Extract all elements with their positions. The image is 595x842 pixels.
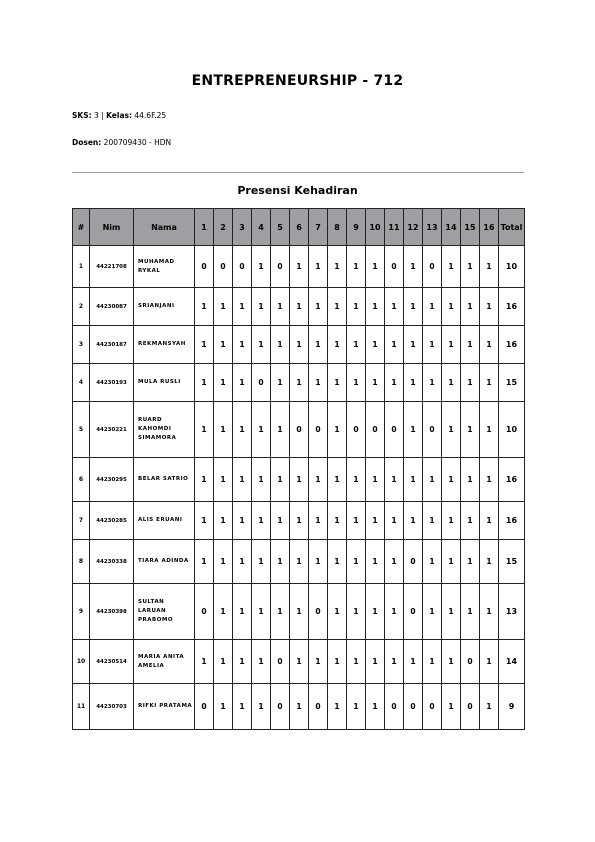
attendance-total: 10 xyxy=(499,246,525,288)
row-number: 3 xyxy=(73,326,90,364)
attendance-mark: 1 xyxy=(366,640,385,684)
attendance-mark: 1 xyxy=(271,584,290,640)
attendance-mark: 1 xyxy=(195,288,214,326)
attendance-mark: 1 xyxy=(480,502,499,540)
column-header: 7 xyxy=(309,209,328,246)
row-number: 1 xyxy=(73,246,90,288)
section-title: Presensi Kehadiran xyxy=(237,184,358,197)
attendance-mark: 1 xyxy=(347,364,366,402)
attendance-mark: 1 xyxy=(233,640,252,684)
attendance-mark: 1 xyxy=(347,684,366,730)
attendance-mark: 0 xyxy=(290,402,309,458)
attendance-mark: 0 xyxy=(385,246,404,288)
student-name: REKMANSYAH xyxy=(134,326,195,364)
kelas-label: Kelas: xyxy=(106,111,132,120)
attendance-mark: 1 xyxy=(461,364,480,402)
attendance-mark: 1 xyxy=(252,326,271,364)
attendance-mark: 1 xyxy=(480,684,499,730)
attendance-mark: 1 xyxy=(404,640,423,684)
student-name: SULTAN LARUAN PRABOMO xyxy=(134,584,195,640)
attendance-mark: 1 xyxy=(309,288,328,326)
attendance-mark: 1 xyxy=(195,502,214,540)
attendance-total: 16 xyxy=(499,502,525,540)
attendance-mark: 1 xyxy=(423,584,442,640)
attendance-mark: 0 xyxy=(404,540,423,584)
attendance-mark: 1 xyxy=(271,540,290,584)
attendance-mark: 1 xyxy=(233,402,252,458)
attendance-mark: 1 xyxy=(366,288,385,326)
attendance-mark: 1 xyxy=(404,288,423,326)
attendance-mark: 1 xyxy=(252,584,271,640)
attendance-mark: 1 xyxy=(347,502,366,540)
attendance-total: 9 xyxy=(499,684,525,730)
attendance-mark: 1 xyxy=(442,640,461,684)
attendance-mark: 1 xyxy=(423,288,442,326)
attendance-mark: 0 xyxy=(309,684,328,730)
student-name: RUARD KAHOMDI SIMAMORA xyxy=(134,402,195,458)
attendance-mark: 0 xyxy=(461,640,480,684)
attendance-mark: 1 xyxy=(214,640,233,684)
attendance-mark: 1 xyxy=(347,540,366,584)
attendance-mark: 1 xyxy=(442,458,461,502)
attendance-mark: 1 xyxy=(252,458,271,502)
attendance-mark: 1 xyxy=(423,458,442,502)
student-nim: 44221708 xyxy=(90,246,134,288)
attendance-mark: 1 xyxy=(366,684,385,730)
attendance-mark: 1 xyxy=(290,502,309,540)
row-number: 10 xyxy=(73,640,90,684)
row-number: 7 xyxy=(73,502,90,540)
attendance-mark: 1 xyxy=(385,458,404,502)
attendance-mark: 1 xyxy=(328,584,347,640)
attendance-mark: 1 xyxy=(461,326,480,364)
attendance-mark: 1 xyxy=(480,326,499,364)
dosen-label: Dosen: xyxy=(72,138,102,147)
column-header: 6 xyxy=(290,209,309,246)
attendance-mark: 1 xyxy=(271,458,290,502)
attendance-mark: 0 xyxy=(423,684,442,730)
attendance-mark: 1 xyxy=(252,246,271,288)
dosen-value: 200709430 - HDN xyxy=(103,138,172,147)
attendance-mark: 1 xyxy=(290,364,309,402)
attendance-mark: 1 xyxy=(347,640,366,684)
attendance-total: 14 xyxy=(499,640,525,684)
attendance-table xyxy=(72,208,525,730)
attendance-mark: 1 xyxy=(328,684,347,730)
attendance-mark: 1 xyxy=(442,540,461,584)
student-nim: 44230514 xyxy=(90,640,134,684)
attendance-mark: 1 xyxy=(328,640,347,684)
attendance-mark: 1 xyxy=(290,684,309,730)
attendance-mark: 1 xyxy=(385,364,404,402)
student-nim: 44230221 xyxy=(90,402,134,458)
attendance-total: 16 xyxy=(499,326,525,364)
attendance-mark: 1 xyxy=(252,502,271,540)
attendance-mark: 1 xyxy=(480,458,499,502)
table-row xyxy=(73,584,525,640)
attendance-mark: 1 xyxy=(366,364,385,402)
attendance-mark: 1 xyxy=(404,402,423,458)
attendance-mark: 1 xyxy=(461,288,480,326)
attendance-mark: 1 xyxy=(385,540,404,584)
attendance-mark: 0 xyxy=(233,246,252,288)
attendance-mark: 1 xyxy=(347,246,366,288)
attendance-mark: 1 xyxy=(442,288,461,326)
column-header: 2 xyxy=(214,209,233,246)
column-header: 15 xyxy=(461,209,480,246)
attendance-mark: 1 xyxy=(214,458,233,502)
table-row xyxy=(73,540,525,584)
attendance-mark: 0 xyxy=(385,684,404,730)
attendance-mark: 1 xyxy=(328,458,347,502)
student-nim: 44230087 xyxy=(90,288,134,326)
attendance-mark: 1 xyxy=(233,540,252,584)
attendance-mark: 1 xyxy=(309,640,328,684)
column-header: 14 xyxy=(442,209,461,246)
row-number: 6 xyxy=(73,458,90,502)
attendance-mark: 1 xyxy=(233,502,252,540)
attendance-mark: 0 xyxy=(385,402,404,458)
table-row xyxy=(73,364,525,402)
attendance-mark: 1 xyxy=(461,402,480,458)
attendance-mark: 1 xyxy=(214,402,233,458)
attendance-mark: 1 xyxy=(328,288,347,326)
attendance-mark: 1 xyxy=(290,246,309,288)
attendance-mark: 1 xyxy=(328,364,347,402)
column-header: 4 xyxy=(252,209,271,246)
attendance-mark: 1 xyxy=(442,364,461,402)
page-title: ENTREPRENEURSHIP - 712 xyxy=(191,73,404,89)
attendance-mark: 1 xyxy=(404,246,423,288)
attendance-mark: 0 xyxy=(404,584,423,640)
attendance-mark: 1 xyxy=(309,458,328,502)
attendance-mark: 1 xyxy=(214,502,233,540)
attendance-mark: 0 xyxy=(271,640,290,684)
attendance-mark: 1 xyxy=(271,364,290,402)
attendance-mark: 1 xyxy=(366,584,385,640)
attendance-mark: 1 xyxy=(309,364,328,402)
attendance-mark: 1 xyxy=(347,326,366,364)
attendance-mark: 1 xyxy=(385,288,404,326)
student-name: RIFKI PRATAMA xyxy=(134,684,195,730)
attendance-mark: 1 xyxy=(480,402,499,458)
attendance-mark: 1 xyxy=(366,502,385,540)
column-header: Nama xyxy=(134,209,195,246)
student-name: TIARA ADINDA xyxy=(134,540,195,584)
column-header: 13 xyxy=(423,209,442,246)
attendance-mark: 1 xyxy=(309,502,328,540)
attendance-mark: 1 xyxy=(252,640,271,684)
attendance-mark: 0 xyxy=(309,584,328,640)
student-name: BELAR SATRIO xyxy=(134,458,195,502)
table-row xyxy=(73,326,525,364)
attendance-mark: 1 xyxy=(480,540,499,584)
attendance-mark: 1 xyxy=(423,326,442,364)
attendance-mark: 0 xyxy=(252,364,271,402)
attendance-mark: 1 xyxy=(461,584,480,640)
meta-separator: | xyxy=(101,111,104,120)
attendance-mark: 1 xyxy=(309,246,328,288)
attendance-mark: 1 xyxy=(214,288,233,326)
attendance-mark: 1 xyxy=(309,540,328,584)
attendance-mark: 1 xyxy=(214,684,233,730)
attendance-mark: 1 xyxy=(423,364,442,402)
attendance-mark: 1 xyxy=(385,584,404,640)
attendance-mark: 1 xyxy=(385,502,404,540)
attendance-mark: 1 xyxy=(480,584,499,640)
column-header: 8 xyxy=(328,209,347,246)
student-name: MARIA ANITA AMELIA xyxy=(134,640,195,684)
attendance-mark: 0 xyxy=(423,402,442,458)
attendance-mark: 1 xyxy=(442,326,461,364)
attendance-mark: 1 xyxy=(404,364,423,402)
attendance-mark: 1 xyxy=(385,640,404,684)
attendance-mark: 1 xyxy=(252,402,271,458)
student-name: ALIS ERUANI xyxy=(134,502,195,540)
attendance-mark: 1 xyxy=(290,540,309,584)
attendance-mark: 1 xyxy=(290,458,309,502)
attendance-mark: 1 xyxy=(347,584,366,640)
row-number: 4 xyxy=(73,364,90,402)
attendance-mark: 1 xyxy=(271,402,290,458)
attendance-mark: 0 xyxy=(271,246,290,288)
attendance-mark: 1 xyxy=(309,326,328,364)
row-number: 5 xyxy=(73,402,90,458)
attendance-mark: 0 xyxy=(461,684,480,730)
attendance-mark: 1 xyxy=(480,640,499,684)
attendance-mark: 1 xyxy=(271,326,290,364)
attendance-mark: 1 xyxy=(480,288,499,326)
attendance-total: 16 xyxy=(499,288,525,326)
column-header: 5 xyxy=(271,209,290,246)
course-meta-dosen xyxy=(72,138,171,147)
student-name: MUHAMAD RYKAL xyxy=(134,246,195,288)
attendance-mark: 1 xyxy=(385,326,404,364)
attendance-mark: 1 xyxy=(233,684,252,730)
column-header: 1 xyxy=(195,209,214,246)
attendance-mark: 1 xyxy=(480,246,499,288)
attendance-mark: 1 xyxy=(233,458,252,502)
divider xyxy=(72,172,524,173)
attendance-mark: 1 xyxy=(328,540,347,584)
attendance-mark: 1 xyxy=(442,246,461,288)
attendance-mark: 1 xyxy=(442,502,461,540)
attendance-mark: 1 xyxy=(195,364,214,402)
attendance-mark: 1 xyxy=(328,326,347,364)
attendance-mark: 1 xyxy=(214,364,233,402)
attendance-mark: 1 xyxy=(442,684,461,730)
attendance-mark: 1 xyxy=(423,540,442,584)
attendance-mark: 1 xyxy=(366,326,385,364)
student-nim: 44230295 xyxy=(90,458,134,502)
attendance-mark: 1 xyxy=(290,640,309,684)
attendance-total: 15 xyxy=(499,364,525,402)
student-name: SRIANJANI xyxy=(134,288,195,326)
attendance-mark: 1 xyxy=(442,402,461,458)
table-row xyxy=(73,502,525,540)
row-number: 8 xyxy=(73,540,90,584)
attendance-mark: 0 xyxy=(309,402,328,458)
attendance-mark: 1 xyxy=(404,458,423,502)
attendance-mark: 0 xyxy=(271,684,290,730)
attendance-mark: 1 xyxy=(195,458,214,502)
column-header: # xyxy=(73,209,90,246)
attendance-mark: 1 xyxy=(233,288,252,326)
student-nim: 44230285 xyxy=(90,502,134,540)
row-number: 11 xyxy=(73,684,90,730)
attendance-mark: 1 xyxy=(423,502,442,540)
column-header: 9 xyxy=(347,209,366,246)
attendance-mark: 1 xyxy=(214,540,233,584)
attendance-mark: 1 xyxy=(233,584,252,640)
attendance-total: 16 xyxy=(499,458,525,502)
attendance-mark: 1 xyxy=(233,326,252,364)
column-header: 3 xyxy=(233,209,252,246)
attendance-mark: 0 xyxy=(214,246,233,288)
attendance-mark: 1 xyxy=(404,502,423,540)
course-meta-sks-kelas xyxy=(72,111,166,120)
student-nim: 44230187 xyxy=(90,326,134,364)
attendance-mark: 1 xyxy=(328,246,347,288)
attendance-mark: 1 xyxy=(461,540,480,584)
table-header-row xyxy=(73,209,525,246)
row-number: 9 xyxy=(73,584,90,640)
attendance-total: 10 xyxy=(499,402,525,458)
column-header: Nim xyxy=(90,209,134,246)
attendance-mark: 1 xyxy=(404,326,423,364)
attendance-mark: 1 xyxy=(442,584,461,640)
attendance-mark: 1 xyxy=(195,540,214,584)
student-nim: 44230398 xyxy=(90,584,134,640)
attendance-mark: 0 xyxy=(366,402,385,458)
attendance-mark: 1 xyxy=(195,640,214,684)
attendance-mark: 0 xyxy=(195,246,214,288)
student-nim: 44230338 xyxy=(90,540,134,584)
attendance-mark: 1 xyxy=(461,458,480,502)
attendance-mark: 1 xyxy=(214,584,233,640)
attendance-mark: 0 xyxy=(195,684,214,730)
column-header: Total xyxy=(499,209,525,246)
attendance-mark: 1 xyxy=(214,326,233,364)
attendance-mark: 1 xyxy=(328,402,347,458)
table-body xyxy=(73,246,525,730)
attendance-mark: 1 xyxy=(233,364,252,402)
attendance-mark: 1 xyxy=(271,288,290,326)
column-header: 16 xyxy=(480,209,499,246)
table-row xyxy=(73,458,525,502)
attendance-mark: 1 xyxy=(366,246,385,288)
attendance-mark: 1 xyxy=(290,584,309,640)
column-header: 11 xyxy=(385,209,404,246)
table-row xyxy=(73,684,525,730)
attendance-mark: 0 xyxy=(347,402,366,458)
attendance-mark: 1 xyxy=(366,458,385,502)
kelas-value: 44.6F.25 xyxy=(134,111,167,120)
student-nim: 44230703 xyxy=(90,684,134,730)
attendance-mark: 1 xyxy=(423,640,442,684)
attendance-mark: 1 xyxy=(195,402,214,458)
attendance-mark: 0 xyxy=(195,584,214,640)
table-row xyxy=(73,402,525,458)
attendance-mark: 1 xyxy=(252,288,271,326)
attendance-mark: 1 xyxy=(328,502,347,540)
attendance-mark: 1 xyxy=(252,684,271,730)
attendance-mark: 0 xyxy=(423,246,442,288)
sks-value: 3 xyxy=(94,111,99,120)
attendance-total: 15 xyxy=(499,540,525,584)
attendance-mark: 1 xyxy=(347,458,366,502)
table-row xyxy=(73,640,525,684)
attendance-total: 13 xyxy=(499,584,525,640)
attendance-mark: 1 xyxy=(290,288,309,326)
attendance-mark: 1 xyxy=(480,364,499,402)
column-header: 10 xyxy=(366,209,385,246)
attendance-mark: 1 xyxy=(195,326,214,364)
row-number: 2 xyxy=(73,288,90,326)
attendance-mark: 1 xyxy=(290,326,309,364)
column-header: 12 xyxy=(404,209,423,246)
attendance-mark: 1 xyxy=(252,540,271,584)
attendance-mark: 1 xyxy=(271,502,290,540)
attendance-mark: 0 xyxy=(404,684,423,730)
student-name: MULA RUSLI xyxy=(134,364,195,402)
sks-label: SKS: xyxy=(72,111,92,120)
table-row xyxy=(73,288,525,326)
attendance-mark: 1 xyxy=(347,288,366,326)
attendance-mark: 1 xyxy=(366,540,385,584)
attendance-mark: 1 xyxy=(461,502,480,540)
table-row xyxy=(73,246,525,288)
attendance-mark: 1 xyxy=(461,246,480,288)
student-nim: 44230193 xyxy=(90,364,134,402)
